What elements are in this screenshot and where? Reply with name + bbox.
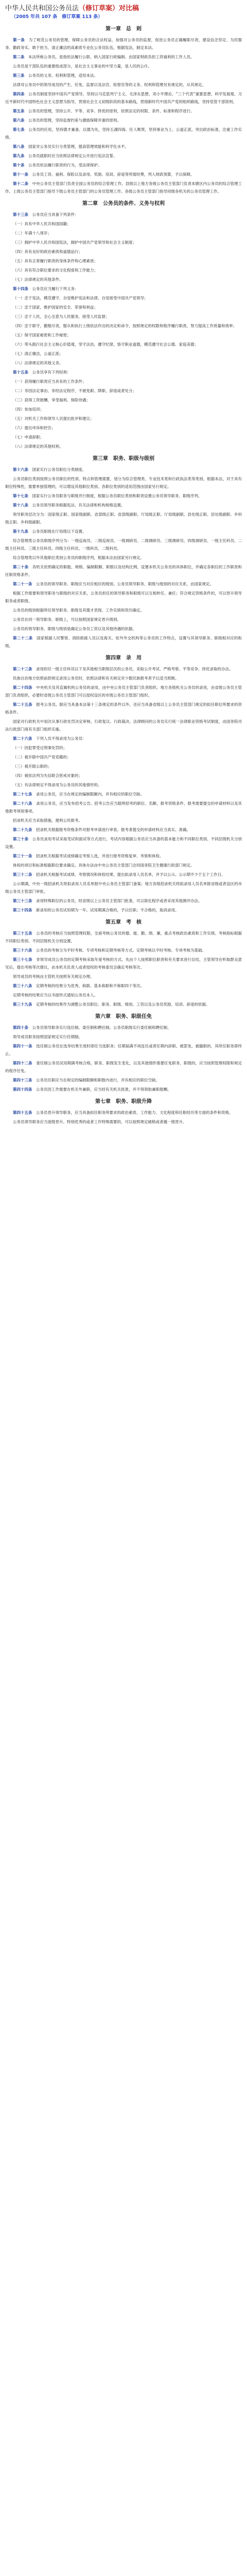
article-number: 第三十条 [13,837,32,841]
article-text: （四）参加培训； [13,407,44,412]
article-paragraph [5,826,242,834]
article-paragraph [5,852,242,860]
article-number: 第三十四条 [13,908,36,912]
chapter-heading: 第三章 职务、职级与级别 [93,456,154,462]
article-paragraph [5,229,242,237]
article-paragraph [5,220,242,228]
article-text: 民族自治地方依照前款规定录用公务员时，依照法律和有关规定对少数民族报考者予以适当照顾。 [13,676,179,681]
article-number: 第三十五条 [13,931,37,936]
article-paragraph [5,665,242,673]
chapter-heading: 第二章 公务员的条件、义务与权利 [82,201,165,207]
article-text: 公务员的任用，坚持德才兼备、以德为先，坚持五湖四海、任人唯贤，坚持事业为上、公道正派，突出政治标准，注重工作实绩。 [5,127,242,140]
article-paragraph [5,396,242,404]
chapter-heading: 第四章 录 用 [105,655,142,661]
article-text: （三）忠于人民，全心全意为人民服务，接受人民监督； [13,314,110,319]
article-paragraph [5,90,242,106]
article-text: 领导成员职务按照国家规定实行任期制。 [13,1035,82,1039]
article-text: 体检的项目和标准根据职位要求确定。具体办法由中央公务员主管部门会同国务院卫生健康行政部门规定。 [13,863,195,868]
article-paragraph [5,790,242,798]
article-text: 公务员的义务、权利和管理，适用本法。 [28,73,98,78]
article-paragraph [5,62,242,70]
article-text: 录用特殊职位的公务员，经省级以上公务员主管部门批准，可以简化程序或者采用其他测评办法。 [36,899,202,903]
article-paragraph [5,929,242,945]
article-text: （四）具有良好的政治素质和道德品行； [13,249,82,254]
article-paragraph [5,359,242,367]
article-text: 公务员制度坚持中国共产党领导，坚持以马克思列宁主义、毛泽东思想、邓小平理论、“三个代表”重要思想、科学发展观、习近平新时代中国特色社会主义思想为指导，贯彻社会主义初级阶段的基本路线，贯彻新时代中国共产党的组织路线，坚持党管干部原则。 [5,92,242,104]
article-paragraph [5,266,242,274]
article-paragraph [5,1118,242,1126]
article-paragraph [5,753,242,761]
article-text: 公务员的领导职务、职级与级别是确定公务员工资以及其他待遇的依据。 [13,626,136,631]
article-text: 公务员的管理，坚持公开、平等、竞争、择优的原则，依照法定的权限、条件、标准和程序进行。 [28,109,195,113]
article-text: （四）被依法列为失信联合惩戒对象的； [13,773,82,778]
article-paragraph [5,126,242,141]
article-paragraph [5,368,242,376]
chapter-heading: 第一章 总 则 [105,26,142,32]
article-text: 新录用的公务员试用期为一年。试用期满合格的，予以任职；不合格的，取消录用。 [36,908,179,912]
article-paragraph [5,684,242,699]
article-text: （二）非因法定事由、非经法定程序，不被免职、降职、辞退或者处分； [13,388,136,393]
article-number: 第二十五条 [13,702,37,707]
article-text: 公务员领导职务根据宪法、有关法律和机构规格设置。 [32,503,125,507]
article-paragraph [5,580,242,588]
article-text: 领导职务层次分为：国家级正职、国家级副职、省部级正职、省部级副职、厅局级正职、厅局级副职、县处级正职、县处级副职、乡科级正职、乡科级副职。 [5,512,242,524]
article-paragraph [5,378,242,385]
article-number: 第四十三条 [13,1078,36,1082]
article-paragraph [5,1059,242,1075]
article-text: 公务员在同一领导职务、职级上，可以按照国家规定晋升级别。 [13,617,121,622]
article-text: （二）被开除中国共产党党籍的； [13,755,71,759]
article-paragraph [5,36,242,52]
article-text: （三）被开除公职的； [13,764,51,769]
article-number: 第十三条 [13,212,32,217]
article-paragraph [5,285,242,293]
article-number: 第三条 [13,73,28,78]
article-paragraph [5,973,242,980]
article-paragraph [5,294,242,302]
article-text: （七）清正廉洁，公道正派； [13,351,63,356]
article-paragraph [5,511,242,526]
article-number: 第二条 [13,55,28,59]
article-paragraph [5,239,242,246]
article-paragraph [5,415,242,422]
article-paragraph [5,466,242,473]
article-text: 公务员应当具备下列条件： [32,212,79,217]
article-text: （六）具有符合职位要求的文化程度和工作能力； [13,268,98,273]
article-paragraph [5,313,242,320]
article-paragraph [5,634,242,650]
article-text: 公务员就职时应当依照法律规定公开进行宪法宣誓。 [28,154,117,158]
article-text: （八）法律规定的其他权利。 [13,444,63,449]
article-text: （二）忠于国家，维护国家的安全、荣誉和利益； [13,305,98,310]
article-text: 国家实行公务员职位分类制度。 [32,467,86,472]
article-text: （一）获得履行职责应当具有的工作条件； [13,379,86,384]
article-paragraph [5,674,242,682]
article-number: 第六条 [13,118,28,123]
title-suffix: 对比稿 [119,5,139,12]
article-text: （一）因犯罪受过刑事处罚的； [13,745,67,750]
article-number: 第二十一条 [13,582,36,586]
article-text: 公务员录用考试采取笔试和面试等方式进行，考试内容根据公务员应当具备的基本能力和不同职位类别、不同层级机关分别设置。 [5,837,242,849]
article-paragraph [5,1086,242,1093]
article-paragraph [5,341,242,348]
article-text: （五）具有正常履行职责的身体条件和心理素质； [13,259,98,263]
article-paragraph [5,897,242,905]
article-number: 第一条 [13,38,29,42]
article-number: 第四十二条 [13,1061,37,1065]
article-number: 第二十三条 [13,667,36,671]
article-number: 第十九条 [13,529,32,534]
article-text: 公务员领导职务实行选任制、委任制和聘任制。公务员职级实行委任制和聘任制。 [32,1025,171,1030]
article-paragraph [5,161,242,169]
article-text: 法律对公务员中的领导成员的产生、任免、监督以及法官、检察官等的义务、权利和管理另有规定的，从其规定。 [13,82,206,87]
article-paragraph [5,331,242,339]
article-text: 各机关依照确定的职能、规格、编制限额、职数以及结构比例，设置本机关公务员的具体职位，并确定各职位的工作职责和任职资格条件。 [5,565,242,577]
article-paragraph [5,152,242,160]
article-paragraph [5,800,242,815]
article-text: 公务员应当履行下列义务： [32,286,79,291]
article-paragraph [5,1042,242,1058]
article-paragraph [5,501,242,509]
article-text: 定期考核的结果作为调整公务员职位、职务、职级、级别、工资以及公务员奖励、培训、辞退的依据。 [36,1002,210,1007]
article-paragraph [5,1076,242,1084]
article-text: 公务员的考核应当按照管理权限，全面考核公务员的德、能、勤、绩、廉，重点考核政治素质和工作实绩。考核指标根据不同职位类别、不同层级机关分别设置。 [5,931,242,943]
article-number: 第十四条 [13,286,32,291]
article-paragraph [5,257,242,265]
article-text: （六）提出申诉和控告； [13,426,56,430]
article-text: （二）年满十八周岁； [13,231,51,235]
article-paragraph [5,589,242,605]
article-text: 招录机关根据报考资格条件对报考申请进行审查。报考者提交的申请材料应当真实、准确。 [36,827,190,832]
article-number: 第二十四条 [13,685,37,690]
article-paragraph [5,735,242,742]
article-text: 录用公务员，应当在规定的编制限额内，并有相应的职位空缺。 [36,792,144,796]
article-paragraph [5,1001,242,1008]
article-number: 第十八条 [13,503,32,507]
article-text: 公务员因工作需要在机关外兼职，应当经有关机关批准，并不得领取兼职报酬。 [36,1087,171,1092]
document-title [5,4,242,13]
article-text: 非领导成员公务员的定期考核采取年度考核的方式。先由个人按照职位职责和有关要求进行总结，主管领导在听取群众意见后，提出考核等次建议，由本机关负责人或者授权的考核委员会确定考核等次。 [5,957,242,970]
article-number: 第九条 [13,154,28,158]
article-number: 第十条 [13,163,28,167]
chapter-heading: 第六章 职务、职级任免 [95,1014,152,1020]
article-text: 招录机关根据考试成绩确定考察人选，并进行报考资格复审、考察和体检。 [36,854,164,858]
article-text: （八）法律规定的其他义务。 [13,361,63,365]
article-number: 第三十六条 [13,948,36,953]
article-text: 国家实行公务员职务与职级并行制度，根据公务员职位类别和职责设置公务员领导职务、职级序列。 [32,494,202,498]
article-paragraph [5,387,242,395]
article-text: 报考公务员，除应当具备本法第十三条规定的条件以外，还应当具备省级以上公务员主管部门规定的拟任职位所要求的资格条件。 [5,702,242,715]
article-text: 公务员任职应当在规定的编制限额和职数内进行，并有相应的职位空缺。 [36,1078,160,1082]
article-text: 录用公务员，应当发布招考公告。招考公告应当载明招考的职位、名额、报考资格条件、报考需要提交的申请材料以及其他报考须知事项。 [5,801,242,814]
article-paragraph [5,991,242,999]
article-paragraph [5,625,242,633]
article-text: （六）带头践行社会主义核心价值观，坚守法治，遵守纪律，恪守职业道德，模范遵守社会公德、家庭美德； [13,342,198,347]
article-text: 中央公务员主管部门负责全国公务员的综合管理工作。县级以上地方各级公务员主管部门负责本辖区内公务员的综合管理工作。上级公务员主管部门指导下级公务员主管部门的公务员管理工作。各级公务员主管部门指导同级各机关的公务员管理工作。 [5,181,242,194]
article-number: 第三十九条 [13,1002,36,1007]
article-paragraph [5,817,242,824]
article-text: （四）忠于职守，勤勉尽责，服从和执行上级依法作出的决定和命令，按照规定的权限和程序履行职责，努力提高工作质量和效率； [13,324,237,328]
article-text: 国家根据人民警察、消防救援人员以及海关、驻外外交机构等公务员的工作特点，设置与其领导职务、职级相对应的衔级。 [5,636,242,648]
article-paragraph [5,744,242,752]
article-text: 公务员的考核分为平时考核、专项考核和定期考核等方式。定期考核以平时考核、专项考核为基础。 [36,948,206,953]
article-number: 第二十条 [13,565,32,569]
article-text: 国家对公务员实行分类管理，提高管理效能和科学化水平。 [28,144,129,149]
article-paragraph [5,606,242,614]
article-paragraph [5,276,242,283]
article-text: 综合管理类公务员职级序列分为：一级巡视员、二级巡视员、一级调研员、二级调研员、三级调研员、四级调研员、一级主任科员、二级主任科员、三级主任科员、四级主任科员、一级科员、二级科员。 [5,538,242,551]
article-text: 公务员的领导职务、职级应当对应相应的级别。公务员领导职务、职级与级别的对应关系，由国家规定。 [36,582,214,586]
chapter-heading: 第七章 职务、职级升降 [95,1099,152,1105]
article-text: 定期考核的结果应当以书面形式通知公务员本人。 [13,993,98,997]
article-paragraph [5,1033,242,1041]
article-paragraph [5,492,242,500]
article-paragraph [5,762,242,770]
article-paragraph [5,781,242,789]
article-text: 选任制公务员在选举结果生效时即任当选职务；任期届满不再连任或者任期内辞职、被罢免、被撤职的，其所任职务即终止。 [5,1044,242,1056]
article-paragraph [5,322,242,330]
article-text: 根据工作需要和领导职务与职级的对应关系，公务员担任的领导职务和职级可以互相转任、兼任；符合规定资格条件的，可以晋升领导职务或者职级。 [5,591,242,603]
article-paragraph [5,475,242,490]
article-text: 综合管理类以外其他职位类别公务员的职级序列，根据本法由国家另行规定。 [13,555,144,560]
article-text: 国家对行政机关中初次从事行政处罚决定审核、行政复议、行政裁决、法律顾问的公务员实行统一法律职业资格考试制度，由国务院司法行政部门商有关部门组织实施。 [5,719,242,732]
article-text: （五）对机关工作和领导人员提出批评和建议； [13,416,94,421]
article-paragraph [5,1024,242,1031]
article-paragraph [5,180,242,195]
article-text: （三）拥护中华人民共和国宪法，拥护中国共产党领导和社会主义制度； [13,240,136,245]
article-paragraph [5,835,242,851]
article-paragraph [5,1109,242,1116]
article-text: 公示期满，中央一级招录机关将拟录用人员名单报中央公务员主管部门备案；地方各级招录机关将拟录用人员名单报省级或者设区的市级公务员主管部门审批。 [5,882,242,894]
article-number: 第七条 [13,127,29,132]
article-paragraph [5,424,242,432]
article-paragraph [5,772,242,779]
article-paragraph [5,248,242,256]
article-paragraph [5,861,242,869]
article-number: 第十一条 [13,172,32,177]
title-prefix: 中华人民共和国公务员法 [5,5,79,12]
article-text: 领导成员的考核由主管机关按照有关规定办理。 [13,974,94,979]
article-number: 第四十四条 [13,1087,36,1092]
article-number: 第二十二条 [13,636,37,640]
article-text: 招录机关应当采取措施，便利公民报考。 [13,818,82,823]
article-text: 公务员领导职务应当逐级晋升。特别优秀的或者工作特殊需要的，可以按照规定破格或者越一级晋升。 [13,1120,187,1124]
article-paragraph [5,718,242,733]
article-paragraph [5,956,242,971]
article-text: 公务员是干部队伍的重要组成部分，是社会主义事业的中坚力量，是人民的公仆。 [13,64,152,69]
article-paragraph [5,616,242,623]
article-number: 第二十八条 [13,801,37,806]
article-number: 第二十六条 [13,736,36,741]
article-text: 公务员的级别根据所任领导职务、职级及其德才表现、工作实绩和资历确定。 [13,608,144,613]
article-paragraph [5,528,242,535]
article-text: 公务员职级在厅局级以下设置。 [32,529,86,534]
article-number: 第十七条 [13,494,32,498]
article-number: 第三十七条 [13,957,37,962]
article-number: 第三十八条 [13,984,36,988]
chapter-heading: 第五章 考 核 [105,920,142,925]
article-number: 第四条 [13,92,29,96]
article-text: 公务员的管理，坚持监督约束与激励保障并重的原则。 [28,118,121,123]
article-paragraph [5,81,242,89]
article-text: （五）有法律规定不得录用为公务员的其他情形的。 [13,783,102,787]
article-paragraph [5,443,242,450]
article-paragraph [5,701,242,716]
article-number: 第三十二条 [13,872,36,877]
article-number: 第十五条 [13,370,32,375]
article-number: 第三十三条 [13,899,36,903]
article-paragraph [5,405,242,413]
article-paragraph [5,107,242,115]
article-number: 第二十九条 [13,827,36,832]
article-number: 第四十条 [13,1025,32,1030]
article-text: 公务员职位类别按照公务员职位的性质、特点和管理需要，划分为综合管理类、专业技术类和行政执法类等类别。根据本法，对于具有职位特殊性，需要单独管理的，可以增设其他职位类别。各职位类别的适用范围由国家另行规定。 [5,477,242,489]
article-paragraph [5,350,242,358]
article-text: （七）申请辞职； [13,435,44,439]
article-paragraph [5,433,242,441]
article-text: 公务员依法履行职责的行为，受法律保护。 [28,163,102,167]
article-text: 招录机关根据考试成绩、考察情况和体检结果，提出拟录用人员名单，并予以公示。公示期不少于五个工作日。 [36,872,225,877]
document-body [5,26,242,1126]
article-text: 中央机关及其直属机构公务员的录用，由中央公务员主管部门负责组织。地方各级机关公务员的录用，由省级公务员主管部门负责组织，必要时省级公务员主管部门可以授权设区的市级公务员主管部门组织。 [5,685,242,698]
article-text: （五）保守国家秘密和工作秘密； [13,333,71,337]
article-text: （七）法律规定的其他条件。 [13,277,63,282]
document-subtitle: （2005 年共 107 条 修订草案 113 条） [11,14,103,20]
article-text: 定期考核的结果分为优秀、称职、基本称职和不称职四个等次。 [36,984,144,988]
article-paragraph [5,143,242,150]
article-paragraph [5,871,242,878]
article-paragraph [5,116,242,124]
article-number: 第八条 [13,144,28,149]
article-paragraph [5,906,242,914]
article-paragraph [5,982,242,990]
article-text: 下列人员不得录用为公务员： [36,736,86,741]
article-text: 公务员享有下列权利： [32,370,71,375]
article-text: 录用担任一级主任科员以下及其他相当职级层次的公务员，采取公开考试、严格考察、平等竞争、择优录取的办法。 [36,667,233,671]
article-paragraph [5,946,242,954]
article-number: 第三十一条 [13,854,36,858]
article-number: 第十二条 [13,181,32,186]
article-number: 第四十五条 [13,1110,36,1115]
article-paragraph [5,563,242,579]
article-paragraph [5,303,242,311]
article-number: 第四十一条 [13,1044,37,1048]
title-highlight: （修订草案） [79,5,119,12]
article-number: 第二十七条 [13,792,36,796]
article-paragraph [5,537,242,552]
article-text: （三）获得工资报酬，享受福利、保险待遇； [13,398,90,402]
article-paragraph [5,211,242,218]
article-text: 公务员工资、福利、保险以及录用、奖励、培训、辞退等所需经费，列入财政预算，予以保障。 [32,172,195,177]
article-paragraph [5,53,242,61]
article-text: 为了规范公务员的管理，保障公务员的合法权益，加强对公务员的监督，促进公务员正确履职尽责，建设信念坚定、为民服务、勤政务实、敢于担当、清正廉洁的高素质专业化公务员队伍，根据宪法，制定本法。 [5,38,242,50]
article-paragraph [5,554,242,562]
article-text: （一）具有中华人民共和国国籍； [13,222,71,226]
article-paragraph [5,171,242,178]
article-text: 委任制公务员试用期满考核合格，职务、职级发生变化，以及其他情形需要任免职务、职级的，应当按照管理权限和规定的程序任免。 [5,1061,242,1073]
article-paragraph [5,880,242,895]
article-text: 本法所称公务员，是指依法履行公职、纳入国家行政编制、由国家财政负担工资福利的工作人员。 [28,55,195,59]
article-number: 第十六条 [13,467,32,472]
article-number: 第五条 [13,109,28,113]
article-paragraph [5,72,242,79]
article-text: 公务员晋升领导职务，应当具备拟任职务所要求的政治素质、工作能力、文化程度和任职经历等方面的条件和资格。 [36,1110,233,1115]
article-text: （一）忠于宪法，模范遵守、自觉维护宪法和法律，自觉接受中国共产党领导； [13,296,148,300]
